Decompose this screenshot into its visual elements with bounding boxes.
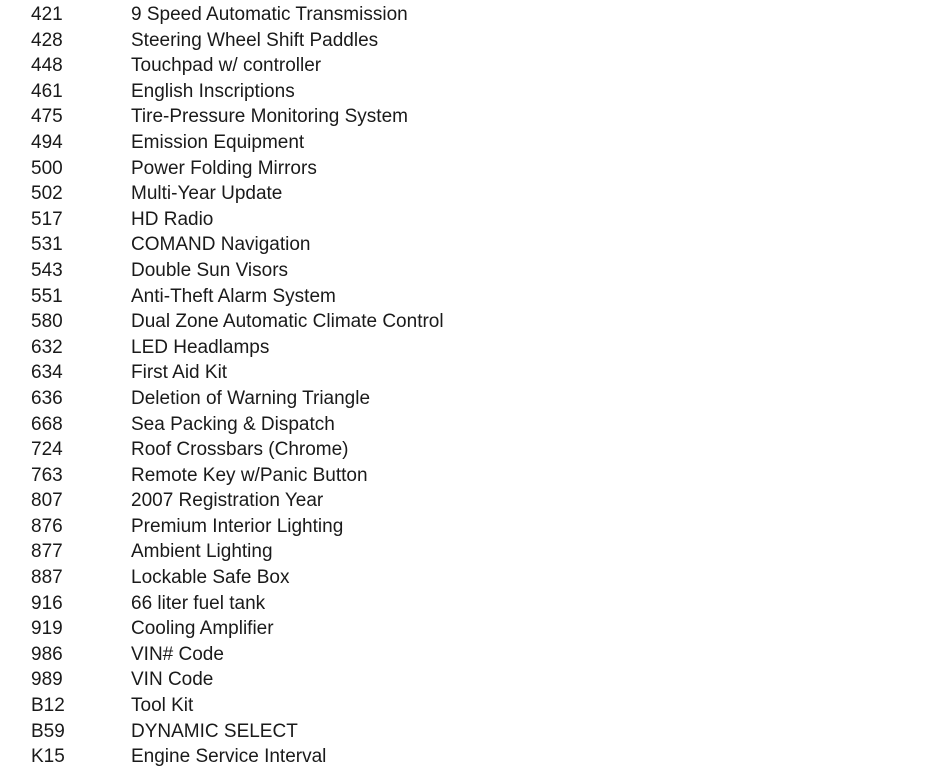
- option-description: COMAND Navigation: [131, 234, 311, 256]
- option-description: VIN# Code: [131, 643, 224, 665]
- option-description: Tool Kit: [131, 695, 194, 717]
- option-code: 636: [31, 387, 63, 409]
- option-code: 475: [31, 106, 63, 128]
- option-code: 448: [31, 55, 63, 77]
- option-description: Premium Interior Lighting: [131, 515, 344, 537]
- option-description: Multi-Year Update: [131, 183, 283, 205]
- list-item: [0, 642, 929, 668]
- option-code: 887: [31, 567, 63, 589]
- list-item: [0, 539, 929, 565]
- option-description: Sea Packing & Dispatch: [131, 413, 335, 435]
- list-item: [0, 360, 929, 386]
- option-description: VIN Code: [131, 669, 214, 691]
- option-description: Engine Service Interval: [131, 746, 327, 768]
- option-code: 551: [31, 285, 63, 307]
- option-description: 9 Speed Automatic Transmission: [131, 4, 408, 25]
- option-code: 500: [31, 157, 63, 179]
- list-item: [0, 463, 929, 489]
- list-item: [0, 284, 929, 310]
- option-code: 919: [31, 618, 63, 640]
- list-item: [0, 591, 929, 617]
- option-description: DYNAMIC SELECT: [131, 720, 298, 742]
- list-item: [0, 53, 929, 79]
- option-description: 2007 Registration Year: [131, 490, 324, 512]
- option-description: Anti-Theft Alarm System: [131, 285, 336, 307]
- option-description: Ambient Lighting: [131, 541, 273, 563]
- list-item: [0, 667, 929, 693]
- list-item: [0, 79, 929, 105]
- list-item: [0, 104, 929, 130]
- list-item: [0, 232, 929, 258]
- list-item: [0, 412, 929, 438]
- list-item: [0, 514, 929, 540]
- option-description: Touchpad w/ controller: [131, 55, 322, 77]
- list-item: [0, 437, 929, 463]
- list-item: [0, 693, 929, 719]
- option-code: 989: [31, 669, 63, 691]
- list-item: [0, 616, 929, 642]
- list-item: [0, 386, 929, 412]
- option-code: 494: [31, 131, 63, 153]
- list-item: [0, 335, 929, 361]
- option-description: Power Folding Mirrors: [131, 157, 317, 179]
- option-description: Tire-Pressure Monitoring System: [131, 106, 408, 128]
- option-description: First Aid Kit: [131, 362, 228, 384]
- option-description: 66 liter fuel tank: [131, 592, 266, 614]
- option-code: 916: [31, 592, 63, 614]
- option-description: Cooling Amplifier: [131, 618, 274, 640]
- list-item: [0, 156, 929, 182]
- option-code: K15: [31, 746, 65, 768]
- option-code: 543: [31, 259, 63, 281]
- option-code: 668: [31, 413, 63, 435]
- option-code: 634: [31, 362, 63, 384]
- option-code: 531: [31, 234, 63, 256]
- list-item: [0, 207, 929, 233]
- option-code: 876: [31, 515, 63, 537]
- option-description: Remote Key w/Panic Button: [131, 464, 368, 486]
- option-code: 632: [31, 336, 63, 358]
- option-code: 428: [31, 29, 63, 51]
- list-item: [0, 130, 929, 156]
- list-item: [0, 719, 929, 745]
- list-item: [0, 181, 929, 207]
- option-code: 502: [31, 183, 63, 205]
- option-code: 986: [31, 643, 63, 665]
- list-item: [0, 488, 929, 514]
- option-code: 763: [31, 464, 63, 486]
- option-code: 580: [31, 311, 63, 333]
- option-description: Double Sun Visors: [131, 259, 289, 281]
- option-description: Steering Wheel Shift Paddles: [131, 29, 379, 51]
- list-item: [0, 258, 929, 284]
- option-description: Deletion of Warning Triangle: [131, 387, 371, 409]
- option-description: English Inscriptions: [131, 80, 295, 102]
- option-description: Lockable Safe Box: [131, 567, 290, 589]
- list-item: [0, 28, 929, 54]
- option-code: 807: [31, 490, 63, 512]
- option-code: 421: [31, 4, 63, 25]
- list-item: [0, 565, 929, 591]
- option-code: 517: [31, 208, 63, 230]
- option-code: B12: [31, 695, 65, 717]
- option-code: 877: [31, 541, 63, 563]
- option-code: 724: [31, 439, 63, 461]
- option-description: Emission Equipment: [131, 131, 305, 153]
- option-description: LED Headlamps: [131, 336, 270, 358]
- list-item: [0, 744, 929, 770]
- option-description: HD Radio: [131, 208, 214, 230]
- option-description: Dual Zone Automatic Climate Control: [131, 311, 444, 333]
- list-item: [0, 2, 929, 28]
- option-code: B59: [31, 720, 65, 742]
- option-description: Roof Crossbars (Chrome): [131, 439, 349, 461]
- option-code: 461: [31, 80, 63, 102]
- list-item: [0, 309, 929, 335]
- option-code-list: [0, 2, 929, 770]
